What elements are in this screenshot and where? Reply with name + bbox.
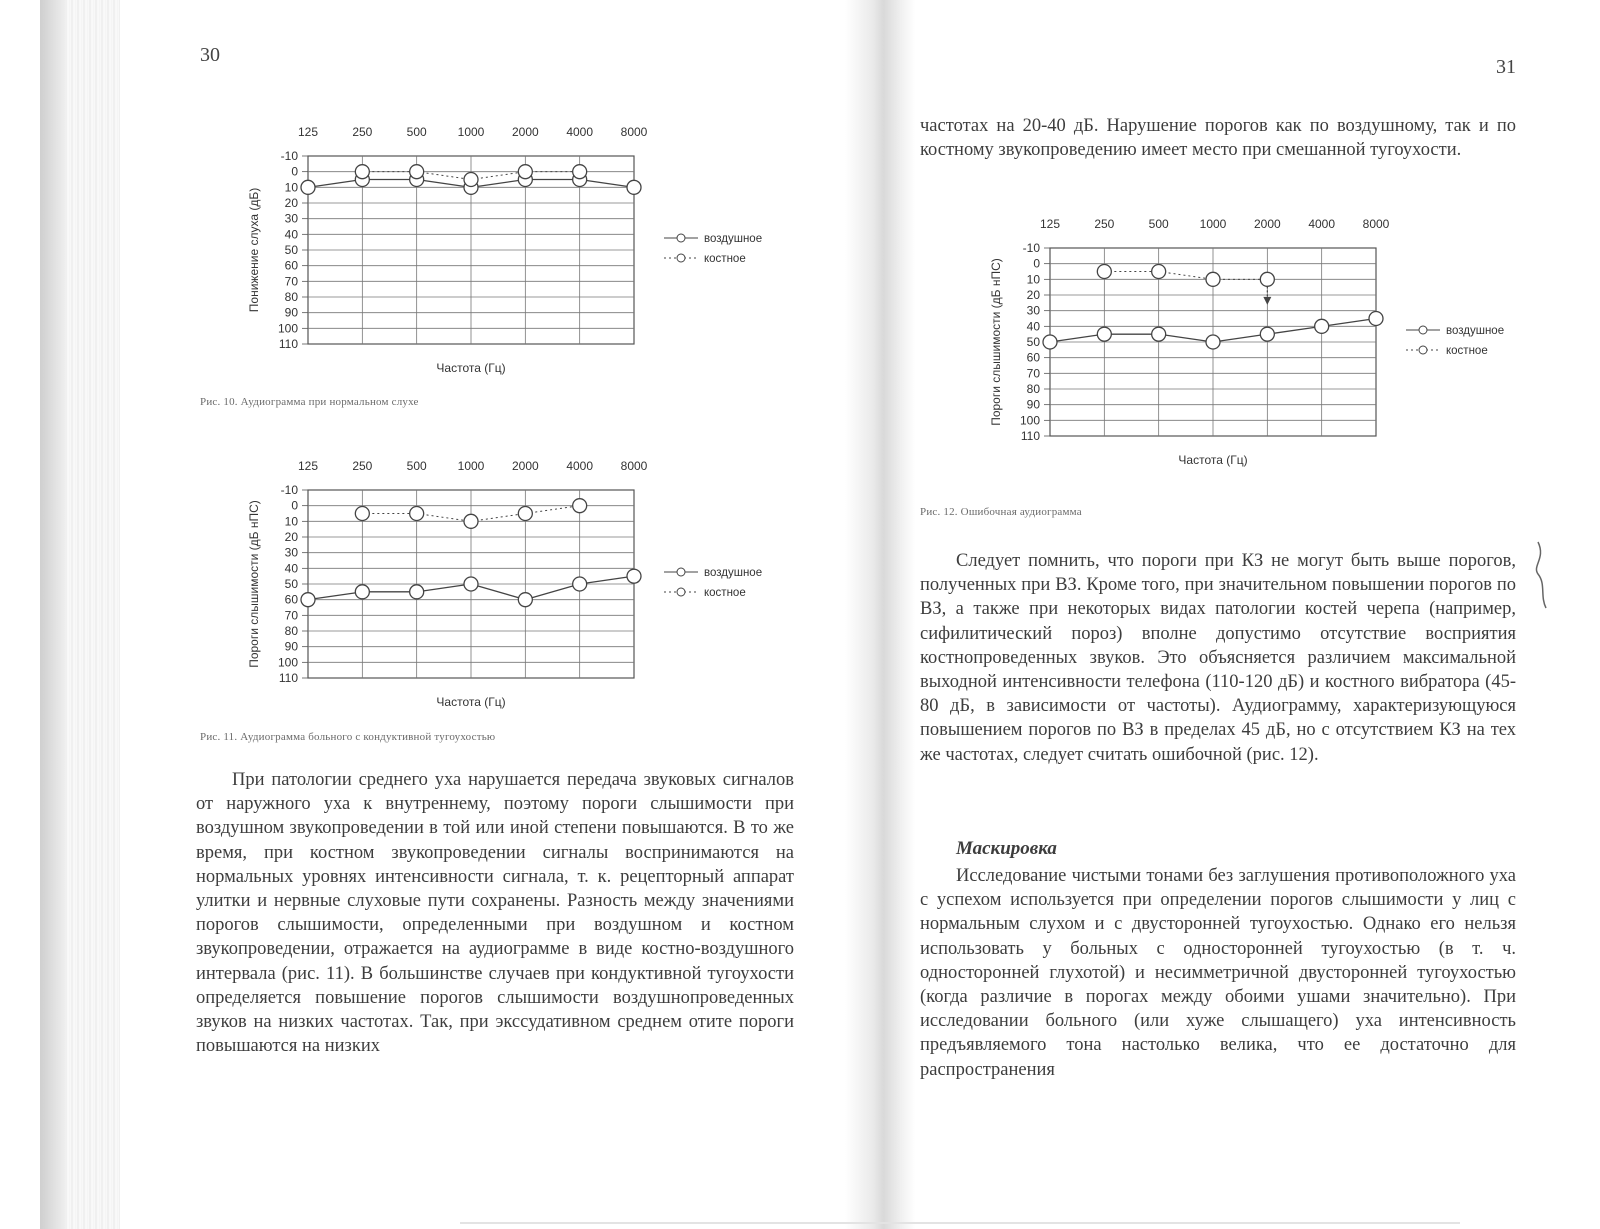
legend-label: воздушное	[704, 567, 763, 579]
legend-label: костное	[704, 253, 746, 265]
y-axis-label: Пороги слышимости (дБ нПС)	[989, 258, 1003, 426]
book-edge	[40, 0, 120, 1229]
body-paragraph-2: Следует помнить, что пороги при КЗ не могут быть выше порогов, полученных при ВЗ. Кроме того, при значительном повышении порогов по ВЗ, а также при некоторых видах патологии костей черепа (например, сифилитический пороз) вполне допустимо отсутствие восприятия костнопроведенных звуков. Это объясняется различием максимальной выходной интенсивности телефона (110-120 дБ) и костного вибратора (45-80 дБ, в зависимости от частоты). Аудиограмму, характеризующуюся повышением порогов по ВЗ в пределах 45 дБ, но с отсутствием КЗ на тех же частотах, следует считать ошибочной (рис. 12).	[920, 551, 1516, 765]
y-tick-label: 90	[284, 639, 298, 654]
bone-conduction-point	[1097, 265, 1111, 279]
y-tick-label: 70	[1026, 366, 1040, 381]
air-conduction-line	[417, 584, 471, 592]
bone-conduction-line	[471, 172, 525, 180]
air-conduction-line	[1050, 334, 1104, 342]
y-tick-label: 70	[284, 608, 298, 623]
air-conduction-line	[471, 180, 525, 188]
page-number-right: 31	[1496, 56, 1516, 78]
x-tick-label: 500	[1148, 217, 1169, 231]
x-tick-label: 2000	[511, 125, 539, 139]
bone-conduction-line	[471, 514, 525, 522]
air-conduction-point	[627, 180, 641, 194]
section-heading: Маскировка	[956, 838, 1057, 859]
air-conduction-point	[1315, 319, 1329, 333]
bone-conduction-point	[410, 165, 424, 179]
legend-marker	[1419, 326, 1427, 334]
y-tick-label: 60	[284, 258, 298, 273]
y-tick-label: 110	[278, 671, 298, 685]
air-conduction-point	[355, 585, 369, 599]
air-conduction-point	[1152, 327, 1166, 341]
bone-conduction-point	[355, 507, 369, 521]
air-conduction-point	[1206, 335, 1220, 349]
legend-marker	[1419, 346, 1427, 354]
bone-conduction-point	[464, 514, 478, 528]
audiogram-fig10	[220, 118, 780, 388]
x-tick-label: 4000	[1308, 217, 1336, 231]
y-tick-label: 100	[277, 321, 298, 336]
air-conduction-line	[580, 180, 634, 188]
x-tick-label: 8000	[1362, 217, 1390, 231]
x-tick-label: 250	[352, 125, 373, 139]
y-tick-label: 0	[291, 498, 298, 513]
page-number-left: 30	[200, 44, 220, 66]
audiogram-fig12	[962, 210, 1522, 480]
annotation-arrow-head	[1263, 297, 1271, 305]
bone-conduction-line	[417, 514, 471, 522]
air-conduction-point	[1097, 327, 1111, 341]
bone-conduction-line	[417, 172, 471, 180]
x-tick-label: 1000	[457, 125, 485, 139]
x-tick-label: 500	[406, 125, 427, 139]
legend-label: костное	[704, 587, 746, 599]
air-conduction-point	[573, 577, 587, 591]
bone-conduction-point	[1260, 272, 1274, 286]
x-tick-label: 125	[1039, 217, 1061, 231]
x-tick-label: 1000	[1199, 217, 1227, 231]
x-tick-label: 500	[406, 459, 427, 473]
air-conduction-point	[410, 585, 424, 599]
y-tick-label: 80	[284, 290, 298, 304]
y-tick-label: 50	[1026, 335, 1040, 349]
y-tick-label: 30	[1026, 303, 1040, 318]
legend-marker	[677, 234, 685, 242]
y-axis-label: Понижение слуха (дБ)	[247, 187, 261, 313]
x-tick-label: 4000	[566, 125, 594, 139]
x-tick-label: 2000	[1253, 217, 1281, 231]
y-tick-label: 50	[284, 243, 298, 257]
figure-10-caption: Рис. 10. Аудиограмма при нормальном слухе	[200, 396, 419, 408]
y-tick-label: 60	[284, 592, 298, 607]
air-conduction-line	[525, 584, 579, 600]
bone-conduction-point	[464, 173, 478, 187]
x-tick-label: 4000	[566, 459, 594, 473]
y-tick-label: 30	[284, 211, 298, 226]
y-tick-label: 20	[284, 530, 298, 544]
air-conduction-line	[1322, 319, 1376, 327]
y-tick-label: 20	[1026, 288, 1040, 302]
x-tick-label: 8000	[620, 459, 648, 473]
body-paragraph: При патологии среднего уха нарушается передача звуковых сигналов от наружного уха к внутреннему, поэтому пороги слышимости при воздушном звукопроведении в той или иной степени повышаются. В то же время, при костном звукопроведении сигналы воспринимаются на нормальных уровнях интенсивности сигнала, т. к. рецепторный аппарат улитки и нервные слуховые пути сохранены. Разность между значениями порогов слышимости, определенными при воздушном и костном звукопроведении, отражается на аудиограмме в виде костно-воздушного интервала (рис. 11). В большинстве случаев при кондуктивной тугоухости определяется повышение порогов слышимости воздушнопроведенных звуков на низких частотах. Так, при экссудативном среднем отите пороги повышаются на низких	[196, 770, 794, 1057]
y-tick-label: 80	[284, 624, 298, 638]
y-tick-label: 40	[284, 227, 298, 242]
figure-10	[220, 118, 780, 388]
y-tick-label: -10	[1022, 241, 1040, 255]
y-tick-label: 0	[1033, 256, 1040, 271]
legend-label: воздушное	[704, 233, 763, 245]
x-axis-label: Частота (Гц)	[436, 361, 506, 375]
x-axis-label: Частота (Гц)	[436, 695, 506, 709]
legend-label: воздушное	[1446, 325, 1505, 337]
air-conduction-point	[301, 180, 315, 194]
y-tick-label: 70	[284, 274, 298, 289]
bone-conduction-point	[518, 165, 532, 179]
body-paragraph-1: частотах на 20-40 дБ. Нарушение порогов как по воздушному, так и по костному звукопроведению имеет место при смешанной тугоухости.	[920, 116, 1516, 161]
x-tick-label: 125	[297, 459, 319, 473]
air-conduction-line	[308, 592, 362, 600]
y-tick-label: 10	[284, 180, 298, 195]
x-tick-label: 250	[352, 459, 373, 473]
y-tick-label: 100	[1019, 413, 1040, 428]
margin-bracket-mark	[1532, 540, 1556, 610]
y-tick-label: 110	[1020, 429, 1040, 443]
right-page	[876, 0, 1600, 1229]
x-tick-label: 2000	[511, 459, 539, 473]
air-conduction-point	[301, 593, 315, 607]
air-conduction-line	[580, 576, 634, 584]
legend-marker	[677, 588, 685, 596]
y-tick-label: 110	[278, 337, 298, 351]
y-tick-label: 20	[284, 196, 298, 210]
legend-marker	[677, 568, 685, 576]
y-tick-label: 40	[1026, 319, 1040, 334]
x-tick-label: 8000	[620, 125, 648, 139]
y-tick-label: 60	[1026, 350, 1040, 365]
figure-12	[962, 210, 1522, 480]
bone-conduction-point	[518, 507, 532, 521]
air-conduction-line	[1267, 326, 1321, 334]
bone-conduction-point	[355, 165, 369, 179]
air-conduction-point	[1043, 335, 1057, 349]
legend-marker	[677, 254, 685, 262]
y-tick-label: 40	[284, 561, 298, 576]
air-conduction-point	[627, 569, 641, 583]
y-tick-label: 50	[284, 577, 298, 591]
y-tick-label: 80	[1026, 382, 1040, 396]
air-conduction-point	[518, 593, 532, 607]
bone-conduction-point	[573, 499, 587, 513]
figure-11	[220, 452, 780, 722]
x-tick-label: 250	[1094, 217, 1115, 231]
air-conduction-line	[417, 180, 471, 188]
air-conduction-point	[1260, 327, 1274, 341]
y-tick-label: -10	[280, 149, 298, 163]
air-conduction-line	[471, 584, 525, 600]
bone-conduction-point	[573, 165, 587, 179]
bone-conduction-point	[410, 507, 424, 521]
y-axis-label: Пороги слышимости (дБ нПС)	[247, 500, 261, 668]
bone-conduction-point	[1206, 272, 1220, 286]
figure-12-caption: Рис. 12. Ошибочная аудиограмма	[920, 506, 1082, 518]
bone-conduction-line	[525, 506, 579, 514]
left-page	[120, 0, 820, 1229]
y-tick-label: 10	[1026, 272, 1040, 287]
body-paragraph-3: Исследование чистыми тонами без заглушения противоположного уха с успехом используется при определении порогов слышимости у лиц с нормальным слухом и с двусторонней тугоухостью. Однако его нельзя использовать у больных с односторонней тугоухостью (в т. ч. односторонней глухотой) и несимметричной двусторонней тугоухостью (когда различие в порогах между обоими ушами значительно). При исследовании больного (или хуже слышащего) уха интенсивность предъявляемого тона настолько велика, что ее достаточно для распространения	[920, 866, 1516, 1080]
y-tick-label: 90	[1026, 397, 1040, 412]
legend-label: костное	[1446, 345, 1488, 357]
audiogram-fig11	[220, 452, 780, 722]
bone-conduction-line	[1159, 272, 1213, 280]
air-conduction-point	[1369, 312, 1383, 326]
bone-conduction-point	[1152, 265, 1166, 279]
y-tick-label: 100	[277, 655, 298, 670]
x-tick-label: 1000	[457, 459, 485, 473]
y-tick-label: 10	[284, 514, 298, 529]
figure-11-caption: Рис. 11. Аудиограмма больного с кондуктивной тугоухостью	[200, 731, 496, 743]
y-tick-label: 0	[291, 164, 298, 179]
y-tick-label: 30	[284, 545, 298, 560]
air-conduction-line	[308, 180, 362, 188]
air-conduction-line	[1159, 334, 1213, 342]
air-conduction-point	[464, 577, 478, 591]
y-tick-label: -10	[280, 483, 298, 497]
x-tick-label: 125	[297, 125, 319, 139]
air-conduction-line	[1213, 334, 1267, 342]
x-axis-label: Частота (Гц)	[1178, 453, 1248, 467]
y-tick-label: 90	[284, 305, 298, 320]
